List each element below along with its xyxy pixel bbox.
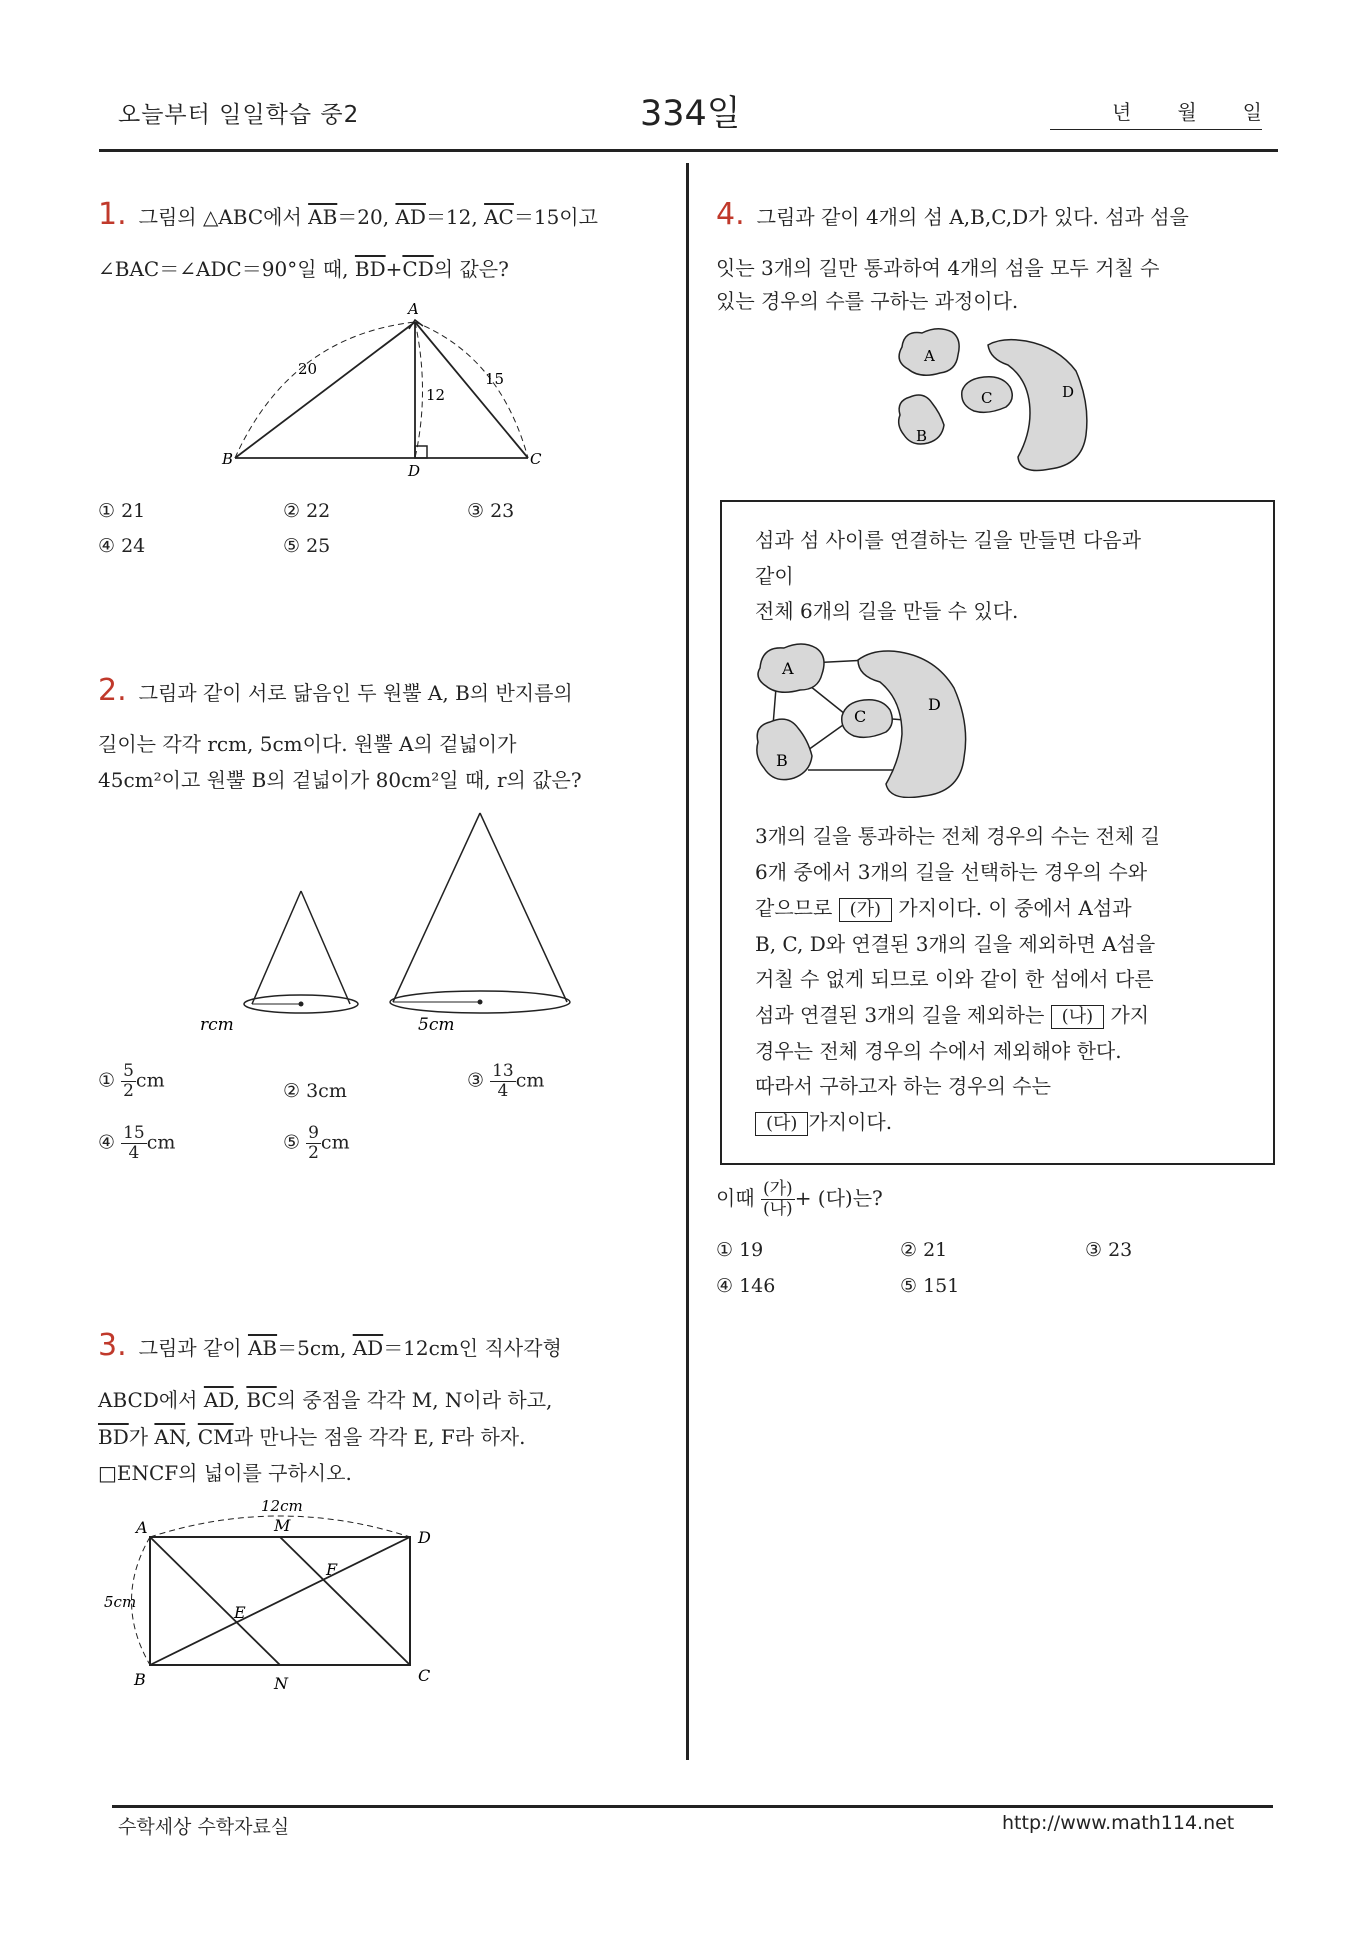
q4-line2: 잇는 3개의 길만 통과하여 4개의 섬을 모두 거칠 수: [716, 256, 1160, 280]
date-field: [1050, 96, 1262, 130]
q4-box-line3: 전체 6개의 길을 만들 수 있다.: [755, 599, 1019, 623]
q3-label-d: D: [418, 1528, 431, 1547]
q4-box-line1: 섬과 섬 사이를 연결하는 길을 만들면 다음과: [755, 528, 1141, 552]
q2-line2: 길이는 각각 rcm, 5cm이다. 원뿔 A의 겉넓이가: [98, 732, 517, 756]
road-island-c-label: C: [854, 707, 867, 726]
island-d-label: D: [1062, 383, 1075, 401]
q1-label-a: A: [408, 300, 419, 318]
header-title: 오늘부터 일일학습 중2: [118, 102, 360, 128]
date-day: 일: [1242, 100, 1262, 124]
q2-number: 2.: [98, 673, 127, 708]
q3-label-m: M: [274, 1516, 291, 1535]
q4-question: 이때 $\frac{\text{(가)}}{\text{(나)}}$ + (다)는?: [716, 1179, 883, 1219]
q4-choice-2[interactable]: ② 21: [900, 1239, 948, 1261]
q1-line2: ∠BAC＝∠ADC＝90°일 때, $\overline{BD}+\overline{CD}$의 값은?: [98, 257, 509, 281]
q4-box-line7: B, C, D와 연결된 3개의 길을 제외하면 A섬을: [755, 932, 1156, 956]
q1-line1: 1. 그림의 △ABC에서 $\overline{AB}=20$, $\overline{AD}=12$, $\overline{AC}=15$이고: [98, 197, 598, 232]
q4-box-line10: 경우는 전체 경우의 수에서 제외해야 한다.: [755, 1039, 1122, 1063]
q4-box-line2: 같이: [755, 564, 794, 588]
q4-box-line11: 따라서 구하고자 하는 경우의 수는: [755, 1074, 1051, 1098]
footer-source: 수학세상 수학자료실: [118, 1816, 290, 1838]
road-island-c-shape: [842, 700, 893, 738]
q1-choice-4[interactable]: ④ 24: [98, 535, 146, 557]
road-island-b-shape: [757, 719, 812, 780]
q4-line3: 있는 경우의 수를 구하는 과정이다.: [716, 289, 1019, 313]
q4-box-line12: (다) 가지이다.: [755, 1104, 892, 1140]
q4-choice-3[interactable]: ③ 23: [1085, 1239, 1133, 1261]
q3-line4: □ENCF의 넓이를 구하시오.: [98, 1461, 352, 1485]
q1-label-c: C: [530, 450, 542, 468]
q4-box-line8: 거칠 수 없게 되므로 이와 같이 한 섬에서 다른: [755, 967, 1154, 991]
q4-choice-1[interactable]: ① 19: [716, 1239, 764, 1261]
q2-choice-3[interactable]: ③ $\frac{13}{4}$ cm: [467, 1061, 545, 1101]
footer-url[interactable]: http://www.math114.net: [1002, 1812, 1235, 1834]
blank-na: (나): [1051, 1005, 1104, 1029]
q1-choice-3[interactable]: ③ 23: [467, 500, 515, 522]
q3-label-width: 12cm: [261, 1497, 303, 1515]
q4-box-line6: 같으므로 (가) 가지이다. 이 중에서 A섬과: [755, 896, 1132, 920]
q1-triangle-figure: [210, 296, 560, 476]
island-a-label: A: [924, 347, 935, 365]
road-island-d-label: D: [928, 695, 941, 714]
q1-choice-5[interactable]: ⑤ 25: [283, 535, 331, 557]
island-c-label: C: [981, 389, 993, 407]
q2-line3: 45cm²이고 원뿔 B의 겉넓이가 80cm²일 때, r의 값은?: [98, 768, 582, 792]
date-month: 월: [1177, 100, 1197, 124]
q2-choice-1[interactable]: ① $\frac{5}{2}$ cm: [98, 1061, 165, 1101]
header-rule: [99, 149, 1278, 152]
q4-roads-figure: [750, 638, 990, 798]
q3-line3: $\overline{BD}$가 $\overline{AN}$, $\overline{CM}$과 만나는 점을 각각 E, F라 하자.: [98, 1425, 526, 1449]
q2-line1: 2. 그림과 같이 서로 닮음인 두 원뿔 A, B의 반지름의: [98, 673, 573, 708]
q2-cones-figure: [180, 805, 590, 1045]
q4-choice-4[interactable]: ④ 146: [716, 1275, 776, 1297]
q1-label-b: B: [222, 450, 234, 468]
q2-choice-4[interactable]: ④ $\frac{15}{4}$ cm: [98, 1123, 176, 1163]
q1-number: 1.: [98, 197, 127, 232]
q3-label-f: F: [326, 1560, 338, 1579]
q3-label-a: A: [136, 1518, 148, 1537]
q2-radius-b: 5cm: [418, 1015, 455, 1035]
q4-box-line5: 6개 중에서 3개의 길을 선택하는 경우의 수와: [755, 860, 1148, 884]
q1-label-20: 20: [298, 360, 318, 378]
q4-box-line9: 섬과 연결된 3개의 길을 제외하는 (나) 가지: [755, 1003, 1150, 1027]
q3-label-n: N: [274, 1674, 288, 1693]
q1-label-d: D: [408, 462, 421, 476]
q3-label-b: B: [134, 1670, 146, 1689]
q3-number: 3.: [98, 1328, 127, 1363]
q3-label-e: E: [234, 1603, 246, 1622]
island-b-label: B: [916, 427, 928, 445]
blank-ga: (가): [839, 898, 892, 922]
q1-label-15: 15: [485, 370, 505, 388]
q3-label-c: C: [418, 1666, 431, 1685]
q4-box-line4: 3개의 길을 통과하는 전체 경우의 수는 전체 길: [755, 824, 1160, 848]
blank-da: (다): [755, 1112, 808, 1136]
road-island-b-label: B: [776, 751, 788, 770]
q3-label-height: 5cm: [104, 1593, 137, 1611]
road-island-a-label: A: [782, 659, 794, 678]
q4-islands-figure: [890, 325, 1110, 485]
q1-choice-1[interactable]: ① 21: [98, 500, 146, 522]
q4-line1: 4. 그림과 같이 4개의 섬 A,B,C,D가 있다. 섬과 섬을: [716, 197, 1189, 232]
q2-choice-2[interactable]: ② 3cm: [283, 1080, 347, 1102]
q2-choice-5[interactable]: ⑤ $\frac{9}{2}$ cm: [283, 1123, 350, 1163]
q1-choice-2[interactable]: ② 22: [283, 500, 331, 522]
column-divider: [686, 163, 689, 1760]
q3-line1: 3. 그림과 같이 $\overline{AB}=5cm$, $\overline{AD}=12cm$인 직사각형: [98, 1328, 562, 1363]
q4-number: 4.: [716, 197, 745, 232]
q3-rectangle-figure: [98, 1495, 458, 1705]
date-year: 년: [1112, 100, 1132, 124]
q2-radius-a: rcm: [200, 1015, 234, 1035]
footer-rule: [112, 1805, 1273, 1808]
q3-line2: ABCD에서 $\overline{AD}$, $\overline{BC}$의 중점을 각각 M, N이라 하고,: [98, 1388, 553, 1412]
q1-label-12: 12: [426, 386, 446, 404]
day-number: 334일: [640, 94, 741, 134]
q4-choice-5[interactable]: ⑤ 151: [900, 1275, 960, 1297]
